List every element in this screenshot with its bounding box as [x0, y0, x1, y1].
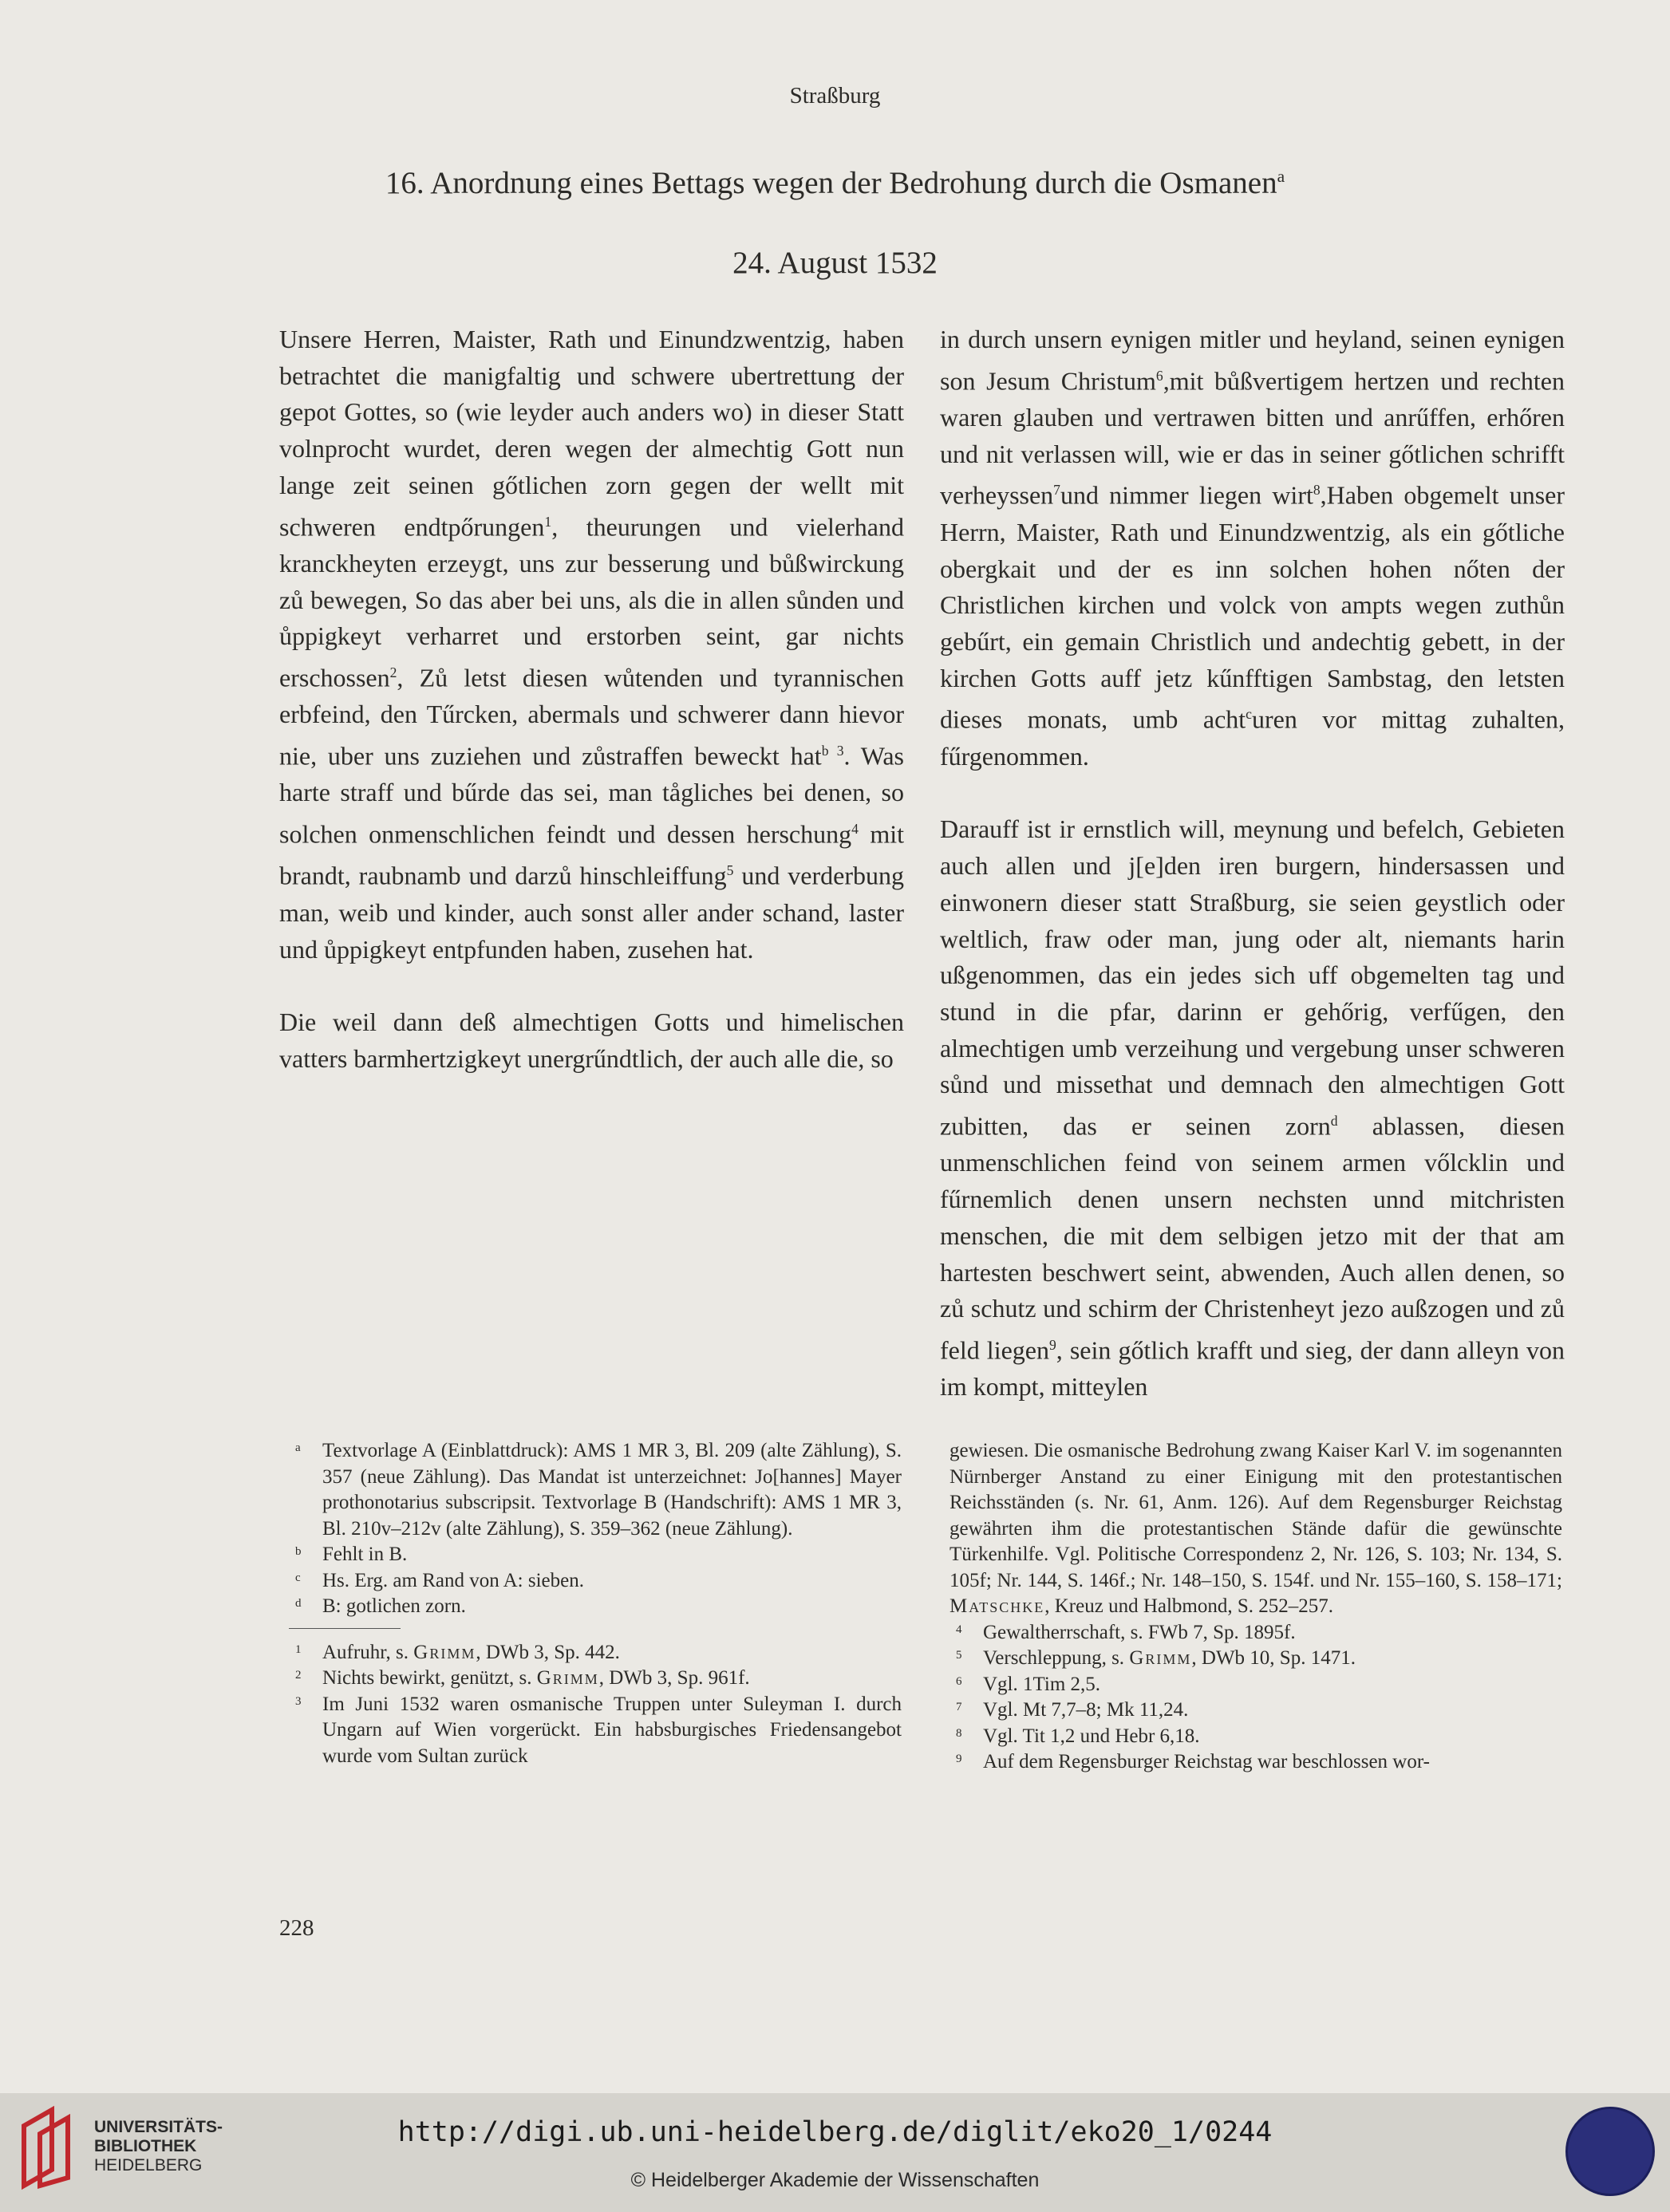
- footnote-8: 8 Vgl. Tit 1,2 und Hebr 6,18.: [956, 1725, 1200, 1747]
- paragraph-2-continued: in durch unsern eynigen mitler und heyland, seinen eynigen son Jesum Christum$^6$,mit bůßvertigem hertzen und rechten waren glauben und vertrawen bitten und anrűffen, erhőren und nit verlassen will, wie er das in seiner gőtlichen schrifft verheyssen$^7$und nimmer liegen wirt$^8$,Haben obgemelt unser Herrn, Maister, Rath und Einundzwentzig, als ein gőtliche obergkait und der es inn solchen hohen nőten der Christlichen kirchen und volck von ampts wegen zuthůn gebűrt, ein gemain Christlich und andechtig gebett, in der kirchen Gotts auff jetz kűnfftigen Sambstag, den letsten dieses monats, umb acht$^c$uren vor mittag zuhalten, fűrgenommen.: [940, 325, 1565, 771]
- paragraph-1: Unsere Herren, Maister, Rath und Einundzwentzig, haben betrachtet die manigfaltig und schwere ubertrettung der gepot Gottes, so (wie leyder auch anders wo) in dieser Statt volnprocht wurdet, deren wegen der almechtig Gott nun lange zeit seinen gőtlichen zorn gegen der wellt mit schweren endtpőrungen$^1$, theurungen und vielerhand kranckheyten erzeygt, uns zur besserung und bůßwirckung zů bewegen, So das aber bei uns, als die in allen sůnden und ůppigkeyt verharret und erstorben seint, gar nichts erschossen$^2$, Zů letst diesen wůtenden und tyrannischen erbfeind, den Tűrcken, abermals und schwerer dann hievor nie, uber uns zuziehen und zůstraffen beweckt hat$^{b 3}$. Was harte straff und bűrde das sei, man tågliches bei denen, so solchen onmenschlichen feindt und dessen herschung$^4$ mit brandt, raubnamb und darzů hinschleiffung$^5$ und verderbung man, weib und kinder, auch sonst aller ander schand, laster und ůppigkeyt entpfunden haben, zusehen hat.: [279, 325, 905, 964]
- document-title: 16. Anordnung eines Bettags wegen der Bedrohung durch die Osmanen$^a$: [385, 166, 1285, 200]
- page-number: 228: [279, 1915, 314, 1941]
- footnote-2: 2 Nichts bewirkt, genützt, s. Grimm, DWb 3, Sp. 961f.: [295, 1667, 750, 1689]
- footnote-4: 4 Gewaltherrschaft, s. FWb 7, Sp. 1895f.: [956, 1621, 1296, 1643]
- footnote-a: a Textvorlage A (Einblattdruck): AMS 1 MR 3, Bl. 209 (alte Zählung), S. 357 (neue Zählung). Das Mandat ist unterzeichnet: Jo[hannes] Mayer prothonotarius subscripsit. Textvorlage B (Handschrift): AMS 1 MR 3, Bl. 210v–212v (alte Zählung), S. 359–362 (neue Zählung).: [295, 1440, 902, 1540]
- source-url-link[interactable]: http://digi.ub.uni-heidelberg.de/diglit/eko20_1/0244: [397, 2116, 1273, 2148]
- footnote-9: 9 Auf dem Regensburger Reichstag war beschlossen wor-: [956, 1751, 1430, 1772]
- footnote-3: 3 Im Juni 1532 waren osmanische Truppen unter Suleyman I. durch Ungarn auf Wien vorgerückt. Ein habsburgisches Friedensangebot wurde vom Sultan zurück: [295, 1693, 902, 1767]
- copyright-notice: © Heidelberger Akademie der Wissenschaften: [630, 2169, 1040, 2191]
- footnote-c: c Hs. Erg. am Rand von A: sieben.: [295, 1569, 584, 1591]
- footnote-7: 7 Vgl. Mt 7,7–8; Mk 11,24.: [956, 1699, 1189, 1721]
- footnote-divider: [289, 1628, 401, 1629]
- library-name: UNIVERSITÄTS- BIBLIOTHEK HEIDELBERG: [94, 2118, 223, 2175]
- text-column-left: [279, 321, 904, 1078]
- title-note-marker: a: [1277, 167, 1285, 186]
- academy-seal-icon: [1565, 2107, 1655, 2196]
- footnote-5: 5 Verschleppung, s. Grimm, DWb 10, Sp. 1471.: [956, 1647, 1356, 1669]
- text-column-right: [940, 321, 1565, 1406]
- paragraph-3: Darauff ist ir ernstlich will, meynung und befelch, Gebieten auch allen und j[e]den iren burgern, hindersassen und einwonern dieser statt Straßburg, sie seien geystlich oder weltlich, fraw oder man, jung oder alt, niemants harin ußgenommen, das ein jedes sich uff obgemelten tag und stund in die pfar, darinn er gehőrig, verfűgen, den almechtigen umb verzeihung und vergebung unser schweren sůnd und missethat und demnach den almechtigen Gott zubitten, das er seinen zorn$^d$ ablassen, diesen unmenschlichen feind von seinem armen vőlcklin und fűrnemlich denen unsern nechsten unnd mitchristen menschen, die mit dem selbigen jetzo mit der that am hartesten beschwert seint, abwenden, Auch allen denen, so zů schutz und schirm der Christenheyt jezo außzogen und zů feld liegen$^9$, sein gőtlich krafft und sieg, der dann alleyn von im kompt, mitteylen: [940, 814, 1565, 1402]
- footnotes-right: [940, 1438, 1562, 1776]
- footer-bar: [0, 2093, 1670, 2212]
- running-header: Straßburg: [789, 83, 881, 108]
- footnote-b: b Fehlt in B.: [295, 1544, 408, 1565]
- footnote-d: d B: gotlichen zorn.: [295, 1595, 466, 1617]
- paragraph-2: Die weil dann deß almechtigen Gotts und himelischen vatters barmhertzigkeyt unergrűndtlich, der auch alle die, so: [279, 1007, 904, 1073]
- footnote-1: 1 Aufruhr, s. Grimm, DWb 3, Sp. 442.: [295, 1641, 620, 1663]
- footnote-3-continued: gewiesen. Die osmanische Bedrohung zwang Kaiser Karl V. im sogenannten Nürnberger Anstand zu einer Einigung mit den protestantischen Reichsständen (s. Nr. 61, Anm. 126). Auf dem Regensburger Reichstag gewährten ihm die protestantischen Stände dafür die gewünschte Türkenhilfe. Vgl. Politische Correspondenz 2, Nr. 126, S. 103; Nr. 134, S. 105f; Nr. 144, S. 146f.; Nr. 148–150, S. 154f. und Nr. 155–160, S. 158–171; Matschke, Kreuz und Halbmond, S. 252–257.: [949, 1440, 1562, 1617]
- footnote-6: 6 Vgl. 1Tim 2,5.: [956, 1673, 1101, 1695]
- footnotes-left: [279, 1438, 902, 1769]
- document-date: 24. August 1532: [732, 246, 938, 280]
